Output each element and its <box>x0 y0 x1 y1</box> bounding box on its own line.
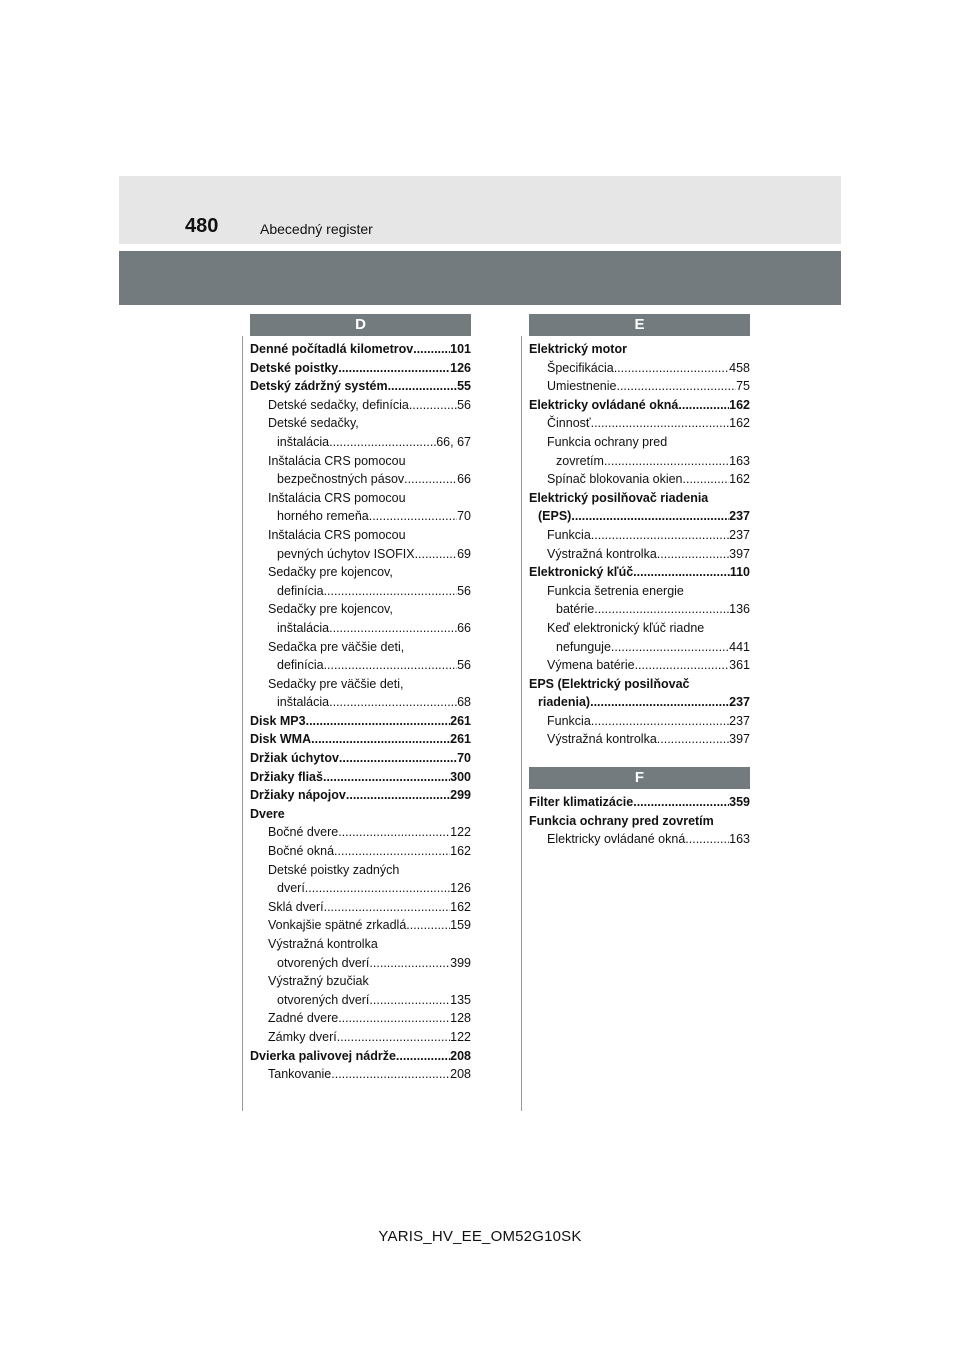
index-entry-page: 126 <box>450 360 471 375</box>
index-entry[interactable] <box>529 656 750 675</box>
index-entry[interactable] <box>529 359 750 378</box>
index-entry-label: Elektricky ovládané okná <box>529 397 679 412</box>
index-entry-label: batérie <box>556 602 595 617</box>
index-entry[interactable] <box>250 749 471 768</box>
dot-leader <box>369 507 457 526</box>
index-entry-page: 110 <box>729 565 750 580</box>
index-entry[interactable] <box>250 563 471 582</box>
index-entry[interactable] <box>250 377 471 396</box>
index-entry-label: inštalácia <box>277 620 330 635</box>
dot-leader <box>346 786 450 805</box>
index-entry-page: 136 <box>729 602 750 617</box>
index-entry[interactable] <box>529 414 750 433</box>
dot-leader <box>305 879 450 898</box>
index-entry-page: 261 <box>450 732 471 747</box>
dot-leader <box>590 693 729 712</box>
dot-leader <box>388 377 458 396</box>
dot-leader <box>338 359 450 378</box>
index-entry[interactable] <box>250 991 471 1010</box>
index-entry-label: riadenia) <box>538 695 591 710</box>
index-entry[interactable] <box>529 638 750 657</box>
index-entry-page: 128 <box>450 1011 471 1026</box>
dot-leader <box>415 545 458 564</box>
right-column-rule <box>521 336 522 1111</box>
dot-leader <box>306 712 451 731</box>
index-entry-page: 69 <box>457 546 471 561</box>
index-entry-label: Výmena batérie <box>547 658 635 673</box>
index-entry-label: pevných úchytov ISOFIX <box>277 546 415 561</box>
dot-leader <box>635 656 730 675</box>
dot-leader <box>404 470 457 489</box>
dot-leader <box>611 638 729 657</box>
index-entry[interactable] <box>529 793 750 812</box>
index-entry-label: Bočné dvere <box>268 825 339 840</box>
index-entry-page: 237 <box>729 527 750 542</box>
index-entry-label: Denné počítadlá kilometrov <box>250 342 414 356</box>
index-entry-page: 237 <box>729 509 750 524</box>
index-entry[interactable] <box>250 861 471 880</box>
index-entry-page: 441 <box>729 639 750 654</box>
index-entry[interactable] <box>250 656 471 675</box>
index-entry-label: inštalácia <box>277 695 330 710</box>
index-entry-page: 101 <box>450 342 471 356</box>
dot-leader <box>324 898 451 917</box>
index-entry[interactable] <box>250 600 471 619</box>
index-entry-page: 261 <box>450 713 471 728</box>
index-entry-label: Činnosť <box>547 416 591 431</box>
index-entry-page: 300 <box>450 769 471 784</box>
index-entry[interactable] <box>529 433 750 452</box>
index-entry[interactable] <box>250 414 471 433</box>
dot-leader <box>329 433 436 452</box>
index-entry-label: Funkcia ochrany pred zovretím <box>529 813 714 828</box>
index-entry[interactable] <box>529 489 750 508</box>
section-band <box>119 251 841 305</box>
dot-leader <box>413 340 450 359</box>
dot-leader <box>334 842 450 861</box>
dot-leader <box>337 1028 450 1047</box>
index-entry-label: Zámky dverí <box>268 1029 337 1044</box>
index-entry-page: 208 <box>450 1067 471 1082</box>
index-entry-page: 397 <box>729 732 750 747</box>
index-entry[interactable] <box>250 619 471 638</box>
index-entry[interactable] <box>529 712 750 731</box>
index-entry-page: 75 <box>736 379 750 394</box>
index-entry[interactable] <box>529 675 750 694</box>
index-entry-label: Disk WMA <box>250 732 312 747</box>
index-entry-page: 163 <box>729 832 750 847</box>
index-entry-page: 458 <box>729 360 750 375</box>
index-entry[interactable] <box>250 1047 471 1066</box>
index-entry-label: Elektrický motor <box>529 342 627 356</box>
index-entry-label: Detský zádržný systém <box>250 379 388 394</box>
section-letter-e: E <box>529 314 750 336</box>
index-entry-label: Sedačky pre kojencov, <box>268 565 393 580</box>
index-entry-label: definícia <box>277 658 324 673</box>
index-entry-page: 135 <box>450 992 471 1007</box>
index-entry-label: Keď elektronický kľúč riadne <box>547 620 705 635</box>
index-entry-page: 237 <box>729 695 750 710</box>
index-entry[interactable] <box>529 507 750 526</box>
dot-leader <box>369 954 450 973</box>
index-entry-label: Inštalácia CRS pomocou <box>268 490 406 505</box>
index-entry-label: Detské poistky zadných <box>268 862 400 877</box>
index-entry-list <box>250 340 471 1084</box>
index-entry-label: Výstražná kontrolka <box>547 546 657 561</box>
index-entry-label: Držiaky nápojov <box>250 788 346 803</box>
dot-leader <box>683 470 730 489</box>
index-entry-page: 159 <box>450 918 471 933</box>
dot-leader <box>591 414 730 433</box>
index-entry[interactable] <box>529 396 750 415</box>
index-entry[interactable] <box>529 470 750 489</box>
index-entry-label: Vonkajšie spätné zrkadlá <box>268 918 407 933</box>
index-entry-label: Inštalácia CRS pomocou <box>268 527 406 542</box>
index-entry[interactable] <box>250 675 471 694</box>
index-entry-page: 66 <box>457 620 471 635</box>
dot-leader <box>323 768 450 787</box>
index-entry-page: 66, 67 <box>436 434 471 449</box>
index-entry[interactable] <box>250 507 471 526</box>
index-entry-label: Sklá dverí <box>268 899 324 914</box>
index-entry-label: Detské poistky <box>250 360 339 375</box>
dot-leader <box>604 452 729 471</box>
index-entry-page: 208 <box>450 1048 471 1063</box>
index-entry[interactable] <box>250 359 471 378</box>
index-entry[interactable] <box>250 693 471 712</box>
index-entry-page: 66 <box>457 472 471 487</box>
index-entry[interactable] <box>250 730 471 749</box>
index-entry[interactable] <box>529 563 750 582</box>
index-entry-page: 359 <box>729 795 750 810</box>
index-entry[interactable] <box>250 916 471 935</box>
page-number: 480 <box>185 215 219 237</box>
index-entry[interactable] <box>250 768 471 787</box>
index-entry-page: 299 <box>450 788 471 803</box>
index-entry-label: Spínač blokovania okien <box>547 472 683 487</box>
index-entry-list <box>529 340 750 749</box>
dot-leader <box>633 563 730 582</box>
index-entry-page: 163 <box>729 453 750 468</box>
index-entry-label: Výstražná kontrolka <box>268 937 378 951</box>
index-column-left <box>250 314 471 1084</box>
section-letter-d: D <box>250 314 471 336</box>
index-entry-label: Špecifikácia <box>547 360 614 375</box>
index-entry[interactable] <box>250 712 471 731</box>
index-entry-page: 56 <box>457 397 471 412</box>
index-entry-page: 70 <box>457 751 471 766</box>
index-entry[interactable] <box>250 842 471 861</box>
index-entry-list <box>529 793 750 849</box>
index-entry-page: 126 <box>450 881 471 896</box>
index-entry-label: Tankovanie <box>268 1067 332 1082</box>
index-entry[interactable] <box>250 1065 471 1084</box>
index-entry-label: inštalácia <box>277 434 330 449</box>
index-entry-label: Elektronický kľúč <box>529 565 634 580</box>
dot-leader <box>329 619 457 638</box>
dot-leader <box>406 916 450 935</box>
index-entry-page: 56 <box>457 658 471 673</box>
index-entry-label: Dvere <box>250 806 285 821</box>
index-entry[interactable] <box>529 693 750 712</box>
index-entry[interactable] <box>529 545 750 564</box>
index-entry[interactable] <box>250 582 471 601</box>
dot-leader <box>331 1065 450 1084</box>
page-title: Abecedný register <box>260 221 373 237</box>
index-entry-page: 237 <box>729 713 750 728</box>
dot-leader <box>614 359 729 378</box>
dot-leader <box>594 600 729 619</box>
index-entry-label: EPS (Elektrický posilňovač <box>529 676 690 691</box>
dot-leader <box>685 830 729 849</box>
dot-leader <box>657 730 729 749</box>
dot-leader <box>339 749 457 768</box>
index-entry[interactable] <box>250 396 471 415</box>
index-entry[interactable] <box>529 619 750 638</box>
dot-leader <box>324 582 458 601</box>
index-entry-page: 56 <box>457 583 471 598</box>
index-entry-page: 361 <box>729 658 750 673</box>
index-entry[interactable] <box>250 1009 471 1028</box>
index-entry-label: Držiaky fliaš <box>250 769 323 784</box>
index-entry[interactable] <box>250 805 471 824</box>
index-entry[interactable] <box>529 526 750 545</box>
index-entry-label: Detské sedačky, <box>268 416 359 431</box>
index-entry[interactable] <box>250 786 471 805</box>
dot-leader <box>633 793 729 812</box>
index-entry-page: 70 <box>457 509 471 524</box>
index-entry[interactable] <box>529 340 750 359</box>
index-entry-page: 162 <box>729 472 750 487</box>
index-entry[interactable] <box>250 823 471 842</box>
dot-leader <box>571 507 729 526</box>
dot-leader <box>369 991 450 1010</box>
index-entry-label: Sedačka pre väčšie deti, <box>268 639 405 654</box>
index-entry-label: Dvierka palivovej nádrže <box>250 1048 396 1063</box>
index-entry-label: Funkcia <box>547 527 591 542</box>
index-entry-label: Disk MP3 <box>250 713 306 728</box>
index-entry-label: Filter klimatizácie <box>529 795 634 810</box>
index-entry-page: 397 <box>729 546 750 561</box>
index-entry[interactable] <box>529 582 750 601</box>
document-code: YARIS_HV_EE_OM52G10SK <box>378 1228 582 1245</box>
index-entry-label: Držiak úchytov <box>250 751 339 766</box>
index-entry[interactable] <box>250 935 471 954</box>
dot-leader <box>396 1047 450 1066</box>
index-entry[interactable] <box>250 972 471 991</box>
dot-leader <box>338 823 450 842</box>
dot-leader <box>591 526 729 545</box>
index-entry-label: bezpečnostných pásov <box>277 472 405 487</box>
index-entry-page: 122 <box>450 1029 471 1044</box>
dot-leader <box>616 377 736 396</box>
index-entry-label: Funkcia šetrenia energie <box>547 583 684 598</box>
dot-leader <box>311 730 450 749</box>
index-entry-label: otvorených dverí <box>277 955 370 970</box>
index-entry[interactable] <box>250 470 471 489</box>
index-entry-page: 399 <box>450 955 471 970</box>
index-entry[interactable] <box>529 730 750 749</box>
dot-leader <box>657 545 729 564</box>
index-entry-label: Inštalácia CRS pomocou <box>268 453 406 468</box>
index-entry-label: Elektrický posilňovač riadenia <box>529 490 709 505</box>
index-entry[interactable] <box>529 812 750 831</box>
index-entry-label: otvorených dverí <box>277 992 370 1007</box>
left-column-rule <box>242 336 243 1111</box>
index-entry-label: Funkcia <box>547 713 591 728</box>
index-entry[interactable] <box>250 433 471 452</box>
index-entry-page: 162 <box>450 899 471 914</box>
index-entry[interactable] <box>250 898 471 917</box>
index-entry[interactable] <box>250 526 471 545</box>
index-entry-page: 55 <box>457 379 471 394</box>
index-entry-label: definícia <box>277 583 324 598</box>
dot-leader <box>678 396 729 415</box>
index-entry-label: horného remeňa <box>277 509 369 524</box>
header-band <box>119 176 841 244</box>
index-entry-page: 162 <box>450 844 471 859</box>
index-entry-label: dverí <box>277 881 305 896</box>
index-entry[interactable] <box>529 830 750 849</box>
index-entry-label: Sedačky pre väčšie deti, <box>268 676 404 691</box>
index-entry[interactable] <box>250 954 471 973</box>
dot-leader <box>409 396 457 415</box>
dot-leader <box>329 693 457 712</box>
index-entry[interactable] <box>250 1028 471 1047</box>
index-entry-page: 122 <box>450 825 471 840</box>
index-entry-label: Výstražný bzučiak <box>268 974 369 989</box>
dot-leader <box>338 1009 450 1028</box>
index-entry-label: Výstražná kontrolka <box>547 732 657 747</box>
index-entry-label: Elektricky ovládané okná <box>547 832 686 847</box>
index-entry-label: Zadné dvere <box>268 1011 339 1026</box>
index-entry-page: 162 <box>729 416 750 431</box>
index-entry-label: zovretím <box>556 453 604 468</box>
index-entry-label: Detské sedačky, definícia <box>268 397 409 412</box>
index-entry[interactable] <box>250 638 471 657</box>
index-entry[interactable] <box>250 340 471 359</box>
index-column-right <box>529 314 750 849</box>
index-entry-label: Funkcia ochrany pred <box>547 434 668 449</box>
index-entry[interactable] <box>529 377 750 396</box>
section-letter-f: F <box>529 767 750 789</box>
index-entry-page: 68 <box>457 695 471 710</box>
index-entry-page: 162 <box>729 397 750 412</box>
index-entry[interactable] <box>250 879 471 898</box>
index-entry-label: Umiestnenie <box>547 379 617 394</box>
index-entry-label: nefunguje <box>556 639 611 654</box>
index-entry[interactable] <box>529 452 750 471</box>
index-entry[interactable] <box>250 545 471 564</box>
index-entry-label: (EPS) <box>538 509 572 524</box>
index-entry-label: Bočné okná <box>268 844 335 859</box>
dot-leader <box>324 656 458 675</box>
index-entry[interactable] <box>250 452 471 471</box>
index-entry-label: Sedačky pre kojencov, <box>268 602 393 617</box>
dot-leader <box>591 712 729 731</box>
index-entry[interactable] <box>250 489 471 508</box>
index-entry[interactable] <box>529 600 750 619</box>
